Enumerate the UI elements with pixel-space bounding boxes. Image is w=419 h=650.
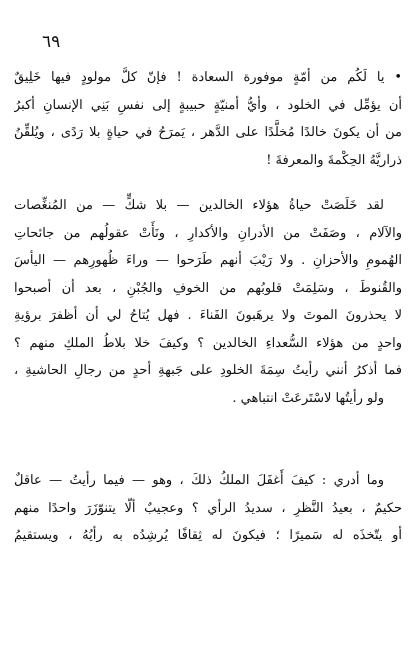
paragraph-3 [14,467,402,550]
text-line: فما أذكرُ أنني رأيتُ سِمَةَ الخلودِ على جَبهةِ أحدٍ من رجالِ الحاشيةِ ، [14,363,402,378]
text-line: لا يحذرونَ الموتَ ولا يرهَبونَ الفَناءَ . فهل يُتاحُ لي أن أظفرَ برؤيةِ [14,308,402,323]
text-line: لقد خَلَصَتْ حياةُ هؤلاء الخالدين — بلا شكٍّ — من المُنغِّصات [14,198,384,213]
text-line: واحدٍ من هؤلاء السُّعداءِ الخالدين ؟ وكيفَ خلا بلاطُ الملكِ منهم ؟ [14,335,402,351]
page-number: ٦٩ [42,32,61,52]
text-line: ولو رأيتُها لاسْتَرعَتْ انتباهي . [232,390,384,406]
text-line: أو يتّخذَه له سَميرًا ؛ فيكونَ له ثِقافًا يُرشِدُه به رأيُهُ ، ويستقيمُ [14,528,402,543]
text-line: ذراريَّهُ الحِكْمةَ والمعرفةَ ! [266,152,402,168]
text-line: • يا لَكُم من أمّةٍ موفورة السعادة ! فإنّ كلَّ مولودٍ فيها خَلِيقٌ [14,70,402,85]
paragraph-1 [14,64,402,174]
paragraph-2 [14,192,402,412]
text-line: والقُنوطَ ، وسَلِمَتْ قلوبُهم من الخوفِ والجُبْنِ ، بعد أن أصبحوا [14,280,402,296]
text-line: الهُمومِ والأحزانِ . ولا رَيْبَ أنهم طَرَحوا — وراءَ ظُهورِهم — اليأسَ [14,253,402,268]
text-line: وما أدري : كيفَ أَغفَلَ الملكُ ذلكَ ، وهو — فيما رأيتُ — عاقلٌ [14,473,384,488]
text-line: أن يؤمِّل في الخلود ، وأيُّ أمنيّةٍ حبيبةٍ إلى نفسِ بَنِي الإنسانِ أكبرُ [14,97,402,113]
text-line: من أن يكونَ خالدًا مُخلَّدًا على الدَّهر ، يَمرَحُ في حياةٍ بلا رَدًى ، ويُلقِّنُ [14,125,402,140]
text-line: والآلام ، وصَفَتْ من الأدرانِ والأكدارِ ، ونَأَتْ عقولُهم من جائحاتِ [14,225,402,241]
text-line: حكيمٌ ، بعيدُ النَّظرِ ، سديدُ الرأي ؟ وعجيبٌ ألّا يتنوّزَرَ واحدًا منهم [14,500,402,516]
